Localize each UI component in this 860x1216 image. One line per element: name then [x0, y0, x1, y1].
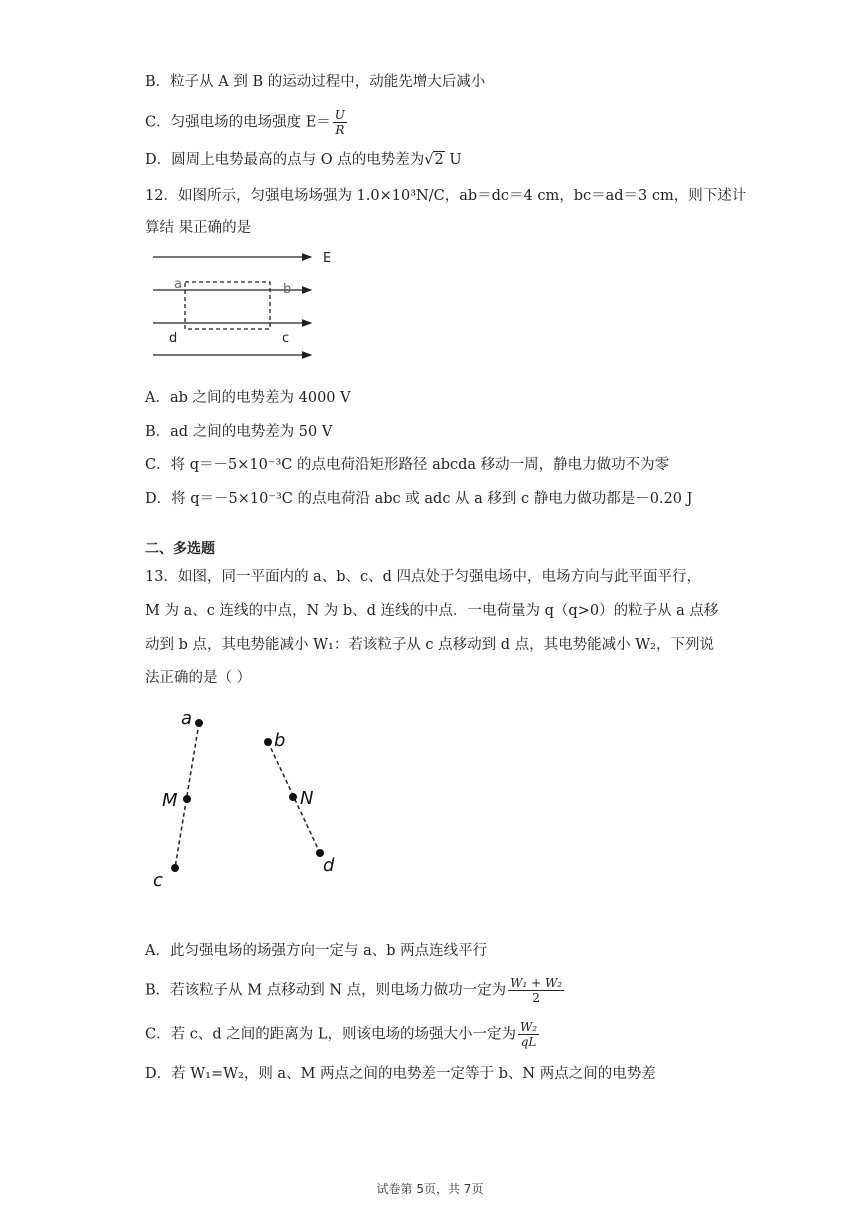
label-E: E — [323, 251, 332, 266]
dashed-rectangle-abcd — [185, 282, 270, 329]
label-M: M — [162, 790, 178, 811]
point-N — [289, 793, 297, 801]
q12-field-diagram — [145, 245, 345, 365]
label-N: N — [300, 788, 314, 809]
label-a: a — [174, 277, 182, 292]
q13-stem-line4: 法正确的是（ ） — [145, 670, 252, 686]
q13-option-d: D．若 W₁=W₂，则 a、M 两点之间的电势差一定等于 b、N 两点之间的电势差 — [145, 1066, 656, 1082]
q11-option-c: C．匀强电场的电场强度 E＝ $\frac{U}{R}$ — [145, 108, 345, 137]
fraction-w1-plus-w2-over-2: $\frac{\text{W₁ + W₂}}{2}$ — [510, 976, 563, 1005]
point-M — [183, 795, 191, 803]
point-b — [264, 738, 272, 746]
q12-stem-line1: 12．如图所示，匀强电场场强为 1.0×10³N/C，ab＝dc＝4 cm，bc＝ad＝3 cm，则下述计 — [145, 188, 747, 204]
label-b: b — [274, 730, 286, 751]
q11-option-b: B．粒子从 A 到 B 的运动过程中，动能先增大后减小 — [145, 74, 486, 90]
q12-option-d: D．将 q＝－5×10⁻³C 的点电荷沿 abc 或 adc 从 a 移到 c 静电力做功都是－0.20 J — [145, 491, 693, 507]
q13-stem-line1: 13．如图，同一平面内的 a、b、c、d 四点处于匀强电场中，电场方向与此平面平行， — [145, 569, 701, 585]
q13-option-a: A．此匀强电场的场强方向一定与 a、b 两点连线平行 — [145, 943, 488, 959]
label-b: b — [283, 282, 292, 297]
q11-option-d: D．圆周上电势最高的点与 O 点的电势差为√2 U — [145, 149, 462, 171]
label-a: a — [181, 708, 193, 729]
q12-option-b: B．ad 之间的电势差为 50 V — [145, 424, 333, 440]
label-d: d — [323, 855, 335, 876]
fraction-w2-over-ql: $\frac{\text{W₂}}{qL}$ — [519, 1020, 538, 1049]
q12-option-a: A．ab 之间的电势差为 4000 V — [145, 390, 351, 406]
section-heading-multiple-choice: 二、多选题 — [145, 541, 215, 557]
label-c: c — [282, 331, 290, 346]
q12-option-c: C．将 q＝－5×10⁻³C 的点电荷沿矩形路径 abcda 移动一周，静电力做功不为零 — [145, 457, 670, 473]
label-c: c — [153, 870, 163, 891]
q13-option-c: C．若 c、d 之间的距离为 L，则该电场的场强大小一定为 $\frac{\text{W₂}}{qL}$ — [145, 1020, 538, 1049]
q13-stem-line3: 动到 b 点，其电势能减小 W₁：若该粒子从 c 点移动到 d 点，其电势能减小 W₂，下列说 — [145, 637, 714, 653]
fraction-u-over-r: $\frac{U}{R}$ — [334, 108, 345, 137]
point-c — [171, 864, 179, 872]
q12-stem-line2: 算结 果正确的是 — [145, 220, 252, 236]
q13-option-b: B．若该粒子从 M 点移动到 N 点，则电场力做功一定为 $\frac{\text{W₁ + W₂}}{2}$ — [145, 976, 563, 1005]
q13-points-diagram — [145, 700, 355, 895]
point-a — [195, 719, 203, 727]
page-footer: 试卷第 5页，共 7页 — [376, 1182, 484, 1196]
sqrt-symbol: √2 — [424, 152, 444, 168]
label-d: d — [169, 331, 178, 346]
q13-stem-line2: M 为 a、c 连线的中点，N 为 b、d 连线的中点．一电荷量为 q（q>0）的粒子从 a 点移 — [145, 603, 719, 619]
